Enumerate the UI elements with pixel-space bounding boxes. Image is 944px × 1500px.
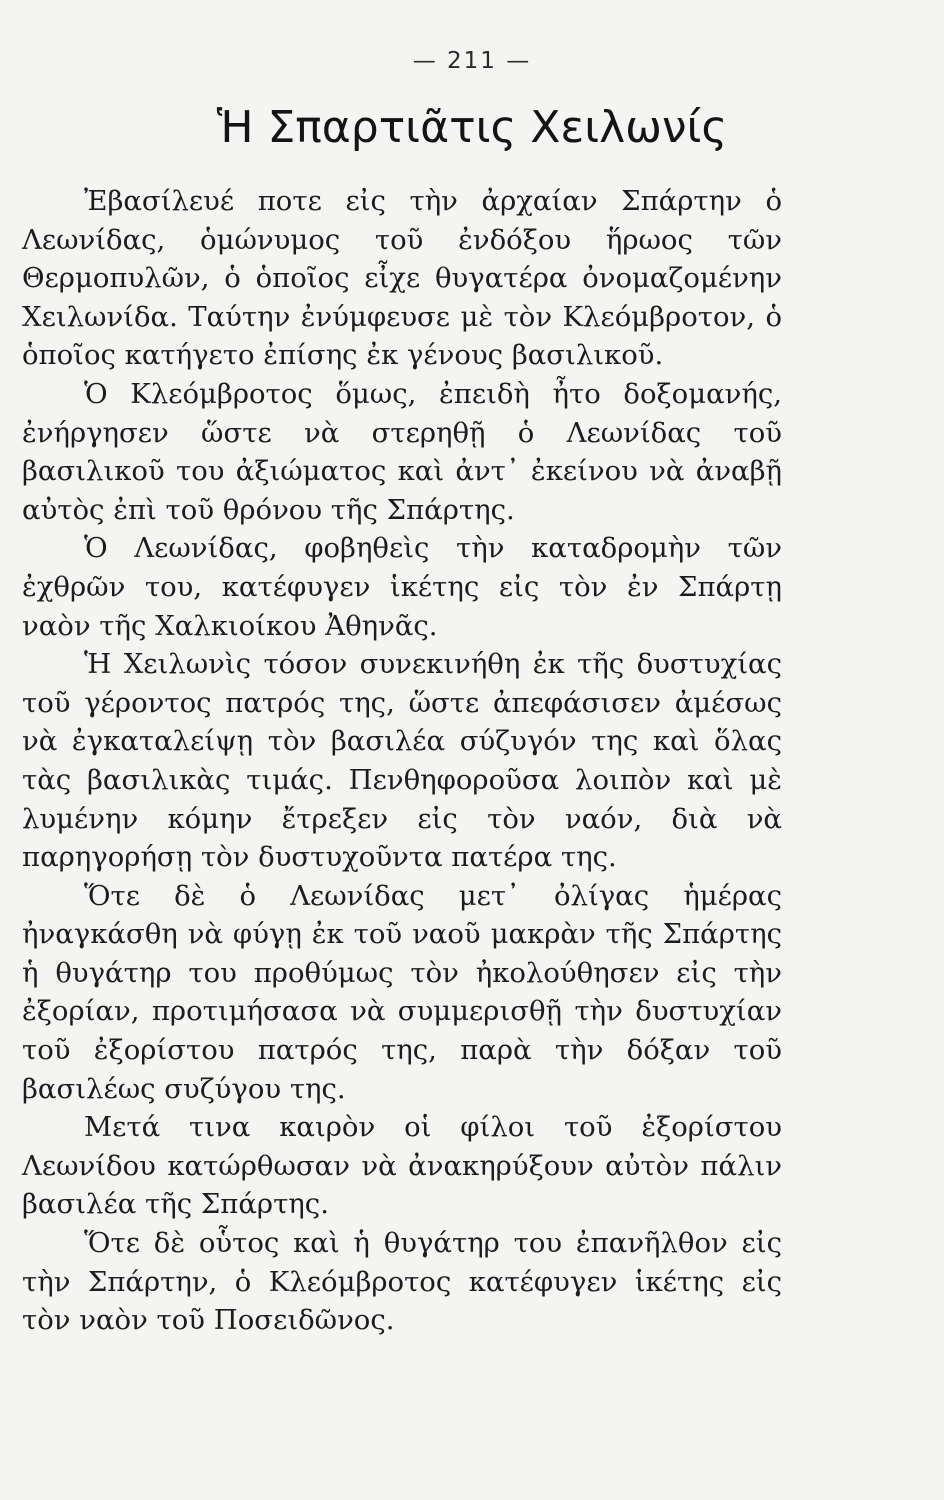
paragraph: Μετά τινα καιρὸν οἱ φίλοι τοῦ ἐξορίστου Λεωνίδου κατώρθωσαν νὰ ἀνακηρύξουν αὐτὸν πάλιν βασιλέα τῆς Σπάρτης. [22, 1111, 782, 1221]
paragraph: Ἡ Χειλωνὶς τόσον συνεκινήθη ἐκ τῆς δυστυχίας τοῦ γέροντος πατρός της, ὥστε ἀπεφάσισεν ἀμέσως νὰ ἐγκαταλείψῃ τὸν βασιλέα σύζυγόν της καὶ ὅλας τὰς βασιλικὰς τιμάς. Πενθηφοροῦσα λοιπὸν καὶ μὲ λυμένην κόμην ἔτρεξεν εἰς τὸν ναόν, διὰ νὰ παρηγορήσῃ τὸν δυστυχοῦντα πατέρα της. [22, 648, 782, 874]
paragraph: Ὅτε δὲ οὗτος καὶ ἡ θυγάτηρ του ἐπανῆλθον εἰς τὴν Σπάρτην, ὁ Κλεόμβροτος κατέφυγεν ἱκέτης εἰς τὸν ναὸν τοῦ Ποσειδῶνος. [22, 1227, 782, 1337]
paragraph: Ὅτε δὲ ὁ Λεωνίδας μετ᾽ ὀλίγας ἡμέρας ἠναγκάσθη νὰ φύγῃ ἐκ τοῦ ναοῦ μακρὰν τῆς Σπάρτης ἡ θυγάτηρ του προθύμως τὸν ἠκολούθησεν εἰς τὴν ἐξορίαν, προτιμήσασα νὰ συμμερισθῇ τὴν δυστυχίαν τοῦ ἐξορίστου πατρός της, παρὰ τὴν δόξαν τοῦ βασιλέως συζύγου της. [22, 879, 782, 1105]
paragraph: Ἐβασίλευέ ποτε εἰς τὴν ἀρχαίαν Σπάρτην ὁ Λεωνίδας, ὁμώνυμος τοῦ ἐνδόξου ἥρωος τῶν Θερμοπυλῶν, ὁ ὁποῖος εἶχε θυγατέρα ὀνομαζομένην Χειλωνίδα. Ταύτην ἐνύμφευσε μὲ τὸν Κλεόμβροτον, ὁ ὁποῖος κατήγετο ἐπίσης ἐκ γένους βασιλικοῦ. [22, 185, 782, 372]
page-number: — 211 — [412, 48, 532, 74]
paragraph: Ὁ Λεωνίδας, φοβηθεὶς τὴν καταδρομὴν τῶν ἐχθρῶν του, κατέφυγεν ἱκέτης εἰς τὸν ἐν Σπάρτῃ ναὸν τῆς Χαλκιοίκου Ἀθηνᾶς. [22, 532, 782, 642]
body-text [22, 182, 782, 1340]
page-title: Ἡ Σπαρτιᾶτις Χειλωνίς [216, 102, 728, 153]
paragraph: Ὁ Κλεόμβροτος ὅμως, ἐπειδὴ ἦτο δοξομανής, ἐνήργησεν ὥστε νὰ στερηθῇ ὁ Λεωνίδας τοῦ βασιλικοῦ του ἀξιώματος καὶ ἀντ᾽ ἐκείνου νὰ ἀναβῇ αὐτὸς ἐπὶ τοῦ θρόνου τῆς Σπάρτης. [22, 377, 782, 526]
